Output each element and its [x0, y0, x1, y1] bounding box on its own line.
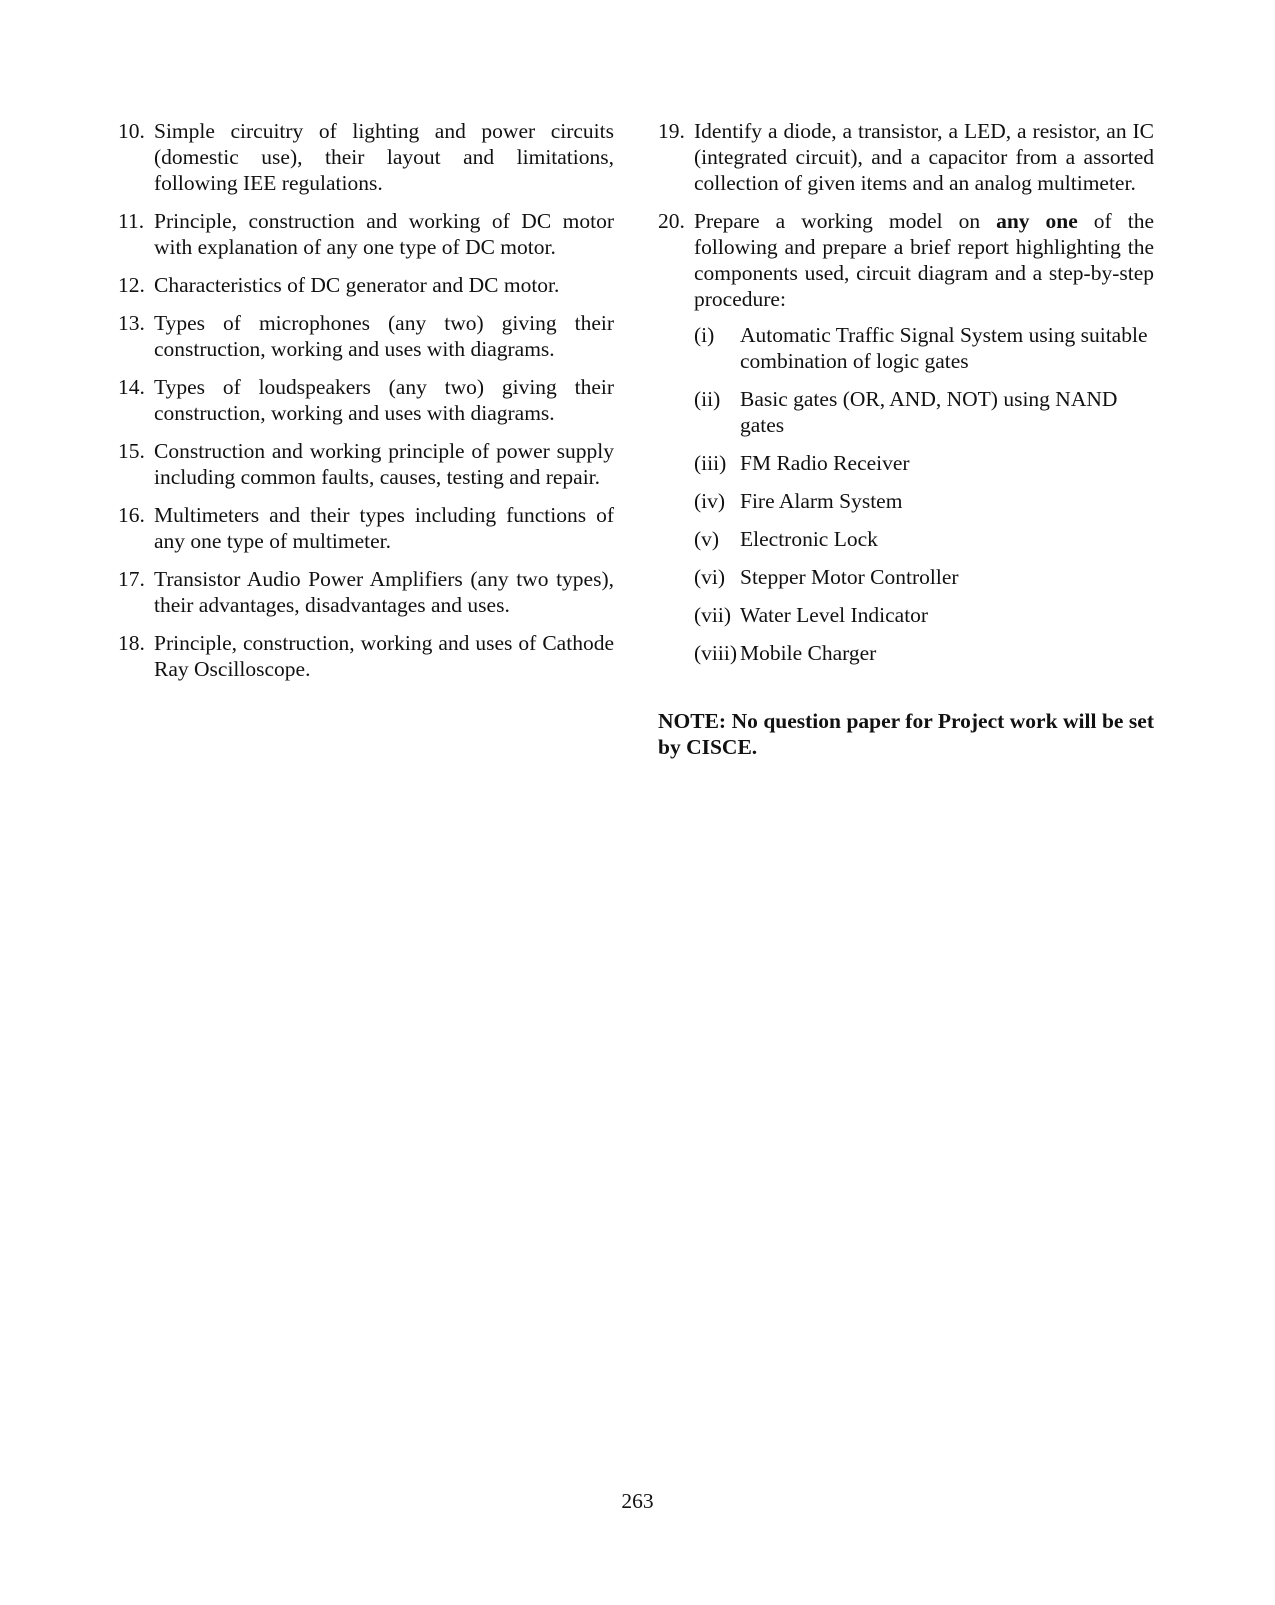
item-text: Characteristics of DC generator and DC motor. — [154, 273, 560, 297]
item-text: Transistor Audio Power Amplifiers (any two types), their advantages, disadvantages and uses. — [154, 567, 614, 617]
item-number: 17. — [118, 567, 145, 591]
note-text: NOTE: No question paper for Project work will be set by CISCE. — [658, 709, 1154, 759]
item-text-after: of the following and prepare a brief report highlighting the components used, circuit diagram and a step-by-step procedure: — [694, 209, 1154, 311]
list-item-20 — [658, 208, 1154, 312]
right-column — [658, 118, 1154, 760]
sub-item-number: (v) — [694, 527, 720, 551]
sub-item — [694, 602, 1154, 628]
item-number: 15. — [118, 439, 145, 463]
item-number: 10. — [118, 119, 145, 143]
sub-item-text: Water Level Indicator — [740, 603, 929, 627]
item-number: 12. — [118, 273, 145, 297]
item-text: Construction and working principle of power supply including common faults, causes, testing and repair. — [154, 439, 614, 489]
sub-item — [694, 640, 1154, 666]
item-number: 16. — [118, 503, 145, 527]
item-text: Identify a diode, a transistor, a LED, a resistor, an IC (integrated circuit), and a capacitor from a assorted collection of given items and an analog multimeter. — [694, 119, 1154, 195]
sub-item — [694, 564, 1154, 590]
item-text: Types of loudspeakers (any two) giving their construction, working and uses with diagrams. — [154, 375, 614, 425]
item-number: 18. — [118, 631, 145, 655]
sub-item-text: Fire Alarm System — [740, 489, 903, 513]
sub-item-text: FM Radio Receiver — [740, 451, 910, 475]
list-item — [118, 208, 614, 260]
list-item — [118, 630, 614, 682]
sub-item-number: (i) — [694, 323, 715, 347]
item-number: 14. — [118, 375, 145, 399]
sub-item-number: (iv) — [694, 489, 726, 513]
sub-item — [694, 450, 1154, 476]
sub-item-text: Automatic Traffic Signal System using suitable combination of logic gates — [740, 323, 1148, 373]
item-number: 19. — [658, 119, 685, 143]
sub-item-number: (ii) — [694, 387, 721, 411]
list-item — [118, 310, 614, 362]
sub-item — [694, 386, 1154, 438]
item-number: 11. — [118, 209, 145, 233]
sub-item-text: Mobile Charger — [740, 641, 877, 665]
sub-list — [694, 322, 1154, 666]
list-item — [118, 502, 614, 554]
list-item — [118, 118, 614, 196]
list-item — [118, 272, 614, 298]
sub-item-number: (vii) — [694, 603, 732, 627]
list-item — [118, 566, 614, 618]
sub-item-number: (viii) — [694, 641, 737, 665]
sub-item — [694, 322, 1154, 374]
sub-item-text: Electronic Lock — [740, 527, 878, 551]
list-item — [118, 438, 614, 490]
item-text — [694, 208, 1154, 312]
sub-item — [694, 488, 1154, 514]
item-text: Principle, construction, working and uses of Cathode Ray Oscilloscope. — [154, 631, 614, 681]
item-text: Simple circuitry of lighting and power circuits (domestic use), their layout and limitations, following IEE regulations. — [154, 119, 614, 195]
item-number: 20. — [658, 209, 685, 233]
sub-item-text: Basic gates (OR, AND, NOT) using NAND gates — [740, 387, 1118, 437]
sub-item-number: (iii) — [694, 451, 727, 475]
sub-item — [694, 526, 1154, 552]
sub-item-text: Stepper Motor Controller — [740, 565, 959, 589]
item-text: Types of microphones (any two) giving their construction, working and uses with diagrams. — [154, 311, 614, 361]
list-item — [118, 374, 614, 426]
page-number: 263 — [621, 1489, 654, 1513]
item-text: Multimeters and their types including functions of any one type of multimeter. — [154, 503, 614, 553]
item-text: Principle, construction and working of DC motor with explanation of any one type of DC motor. — [154, 209, 614, 259]
item-text-bold: any one — [996, 209, 1078, 233]
sub-item-number: (vi) — [694, 565, 726, 589]
item-number: 13. — [118, 311, 145, 335]
item-text-before: Prepare a working model on — [694, 209, 997, 233]
list-item-19 — [658, 118, 1154, 196]
left-column — [118, 118, 614, 694]
